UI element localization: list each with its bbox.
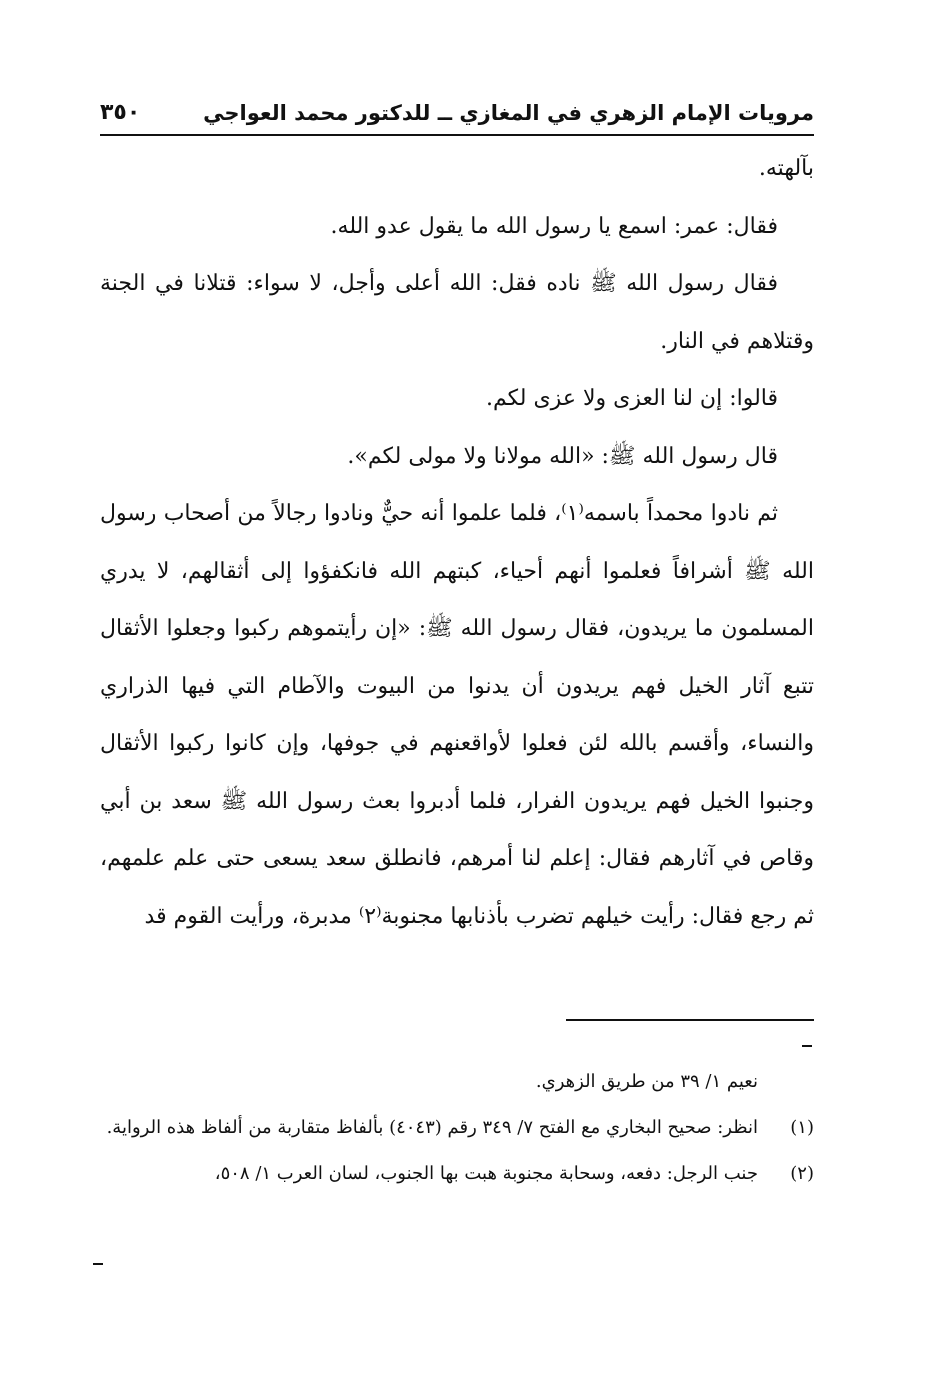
main-text <box>100 140 814 945</box>
paragraph-4: قالوا: إن لنا العزى ولا عزى لكم. <box>485 386 778 411</box>
paragraph-6: ثم نادوا محمداً باسمه⁽١⁾، فلما علموا أنه حيٌّ ونادوا رجالاً من أصحاب رسول الله ﷺ أشرافاً فعلموا أنهم أحياء، كبتهم الله فانكفؤوا إلى أثقالهم، لا يدري المسلمون ما يريدون، فقال رسول الله ﷺ: «إن رأيتموهم ركبوا وجعلوا الأثقال تتبع آثار الخيل فهم يريدون أن يدنوا من البيوت والآطام التي فيها الذراري والنساء، وأقسم بالله لئن فعلوا لأواقعنهم في جوفها، وإن كانوا ركبوا الأثقال وجنبوا الخيل فهم يريدون الفرار، فلما أدبروا بعث رسول الله ﷺ سعد بن أبي وقاص في آثارهم فقال: إعلم لنا أمرهم، فانطلق سعد يسعى حتى علم علمهم، ثم رجع فقال: رأيت خيلهم تضرب بأذنابها مجنوبة⁽٢⁾ مدبرة، ورأيت القوم قد <box>100 501 814 929</box>
footnote-divider <box>566 1019 814 1021</box>
footnote-1-text: انظر: صحيح البخاري مع الفتح ٧/ ٣٤٩ رقم (٤٠٤٣) بألفاظ متقاربة من ألفاظ هذه الرواية. <box>106 1117 758 1138</box>
footnote-1-number: (١) <box>790 1117 814 1138</box>
running-header-title: مرويات الإمام الزهري في المغازي ــ للدكتور محمد العواجي <box>203 101 814 125</box>
paragraph-1: بآلهته. <box>758 156 814 181</box>
paragraph-2: فقال: عمر: اسمع يا رسول الله ما يقول عدو الله. <box>330 213 778 239</box>
footnote-2-text: جنب الرجل: دفعه، وسحابة مجنوبة هبت بها الجنوب، لسان العرب ١/ ٥٠٨، <box>214 1163 758 1184</box>
footnote-1 <box>100 1108 814 1148</box>
running-header <box>100 98 814 132</box>
margin-mark <box>93 1263 103 1265</box>
footnote-continuation: نعيم ١/ ٣٩ من طريق الزهري. <box>535 1071 758 1092</box>
header-divider <box>100 134 814 136</box>
footnote-2 <box>100 1154 814 1194</box>
footnote-2-number: (٢) <box>790 1163 814 1184</box>
paragraph-5: قال رسول الله ﷺ: «الله مولانا ولا مولى لكم». <box>347 443 778 469</box>
margin-mark <box>802 1045 812 1047</box>
footnotes <box>100 1062 814 1200</box>
page-number: ٣٥٠ <box>100 100 141 125</box>
paragraph-3: فقال رسول الله ﷺ ناده فقل: الله أعلى وأجل، لا سواء: قتلانا في الجنة وقتلاهم في النار. <box>100 271 814 354</box>
